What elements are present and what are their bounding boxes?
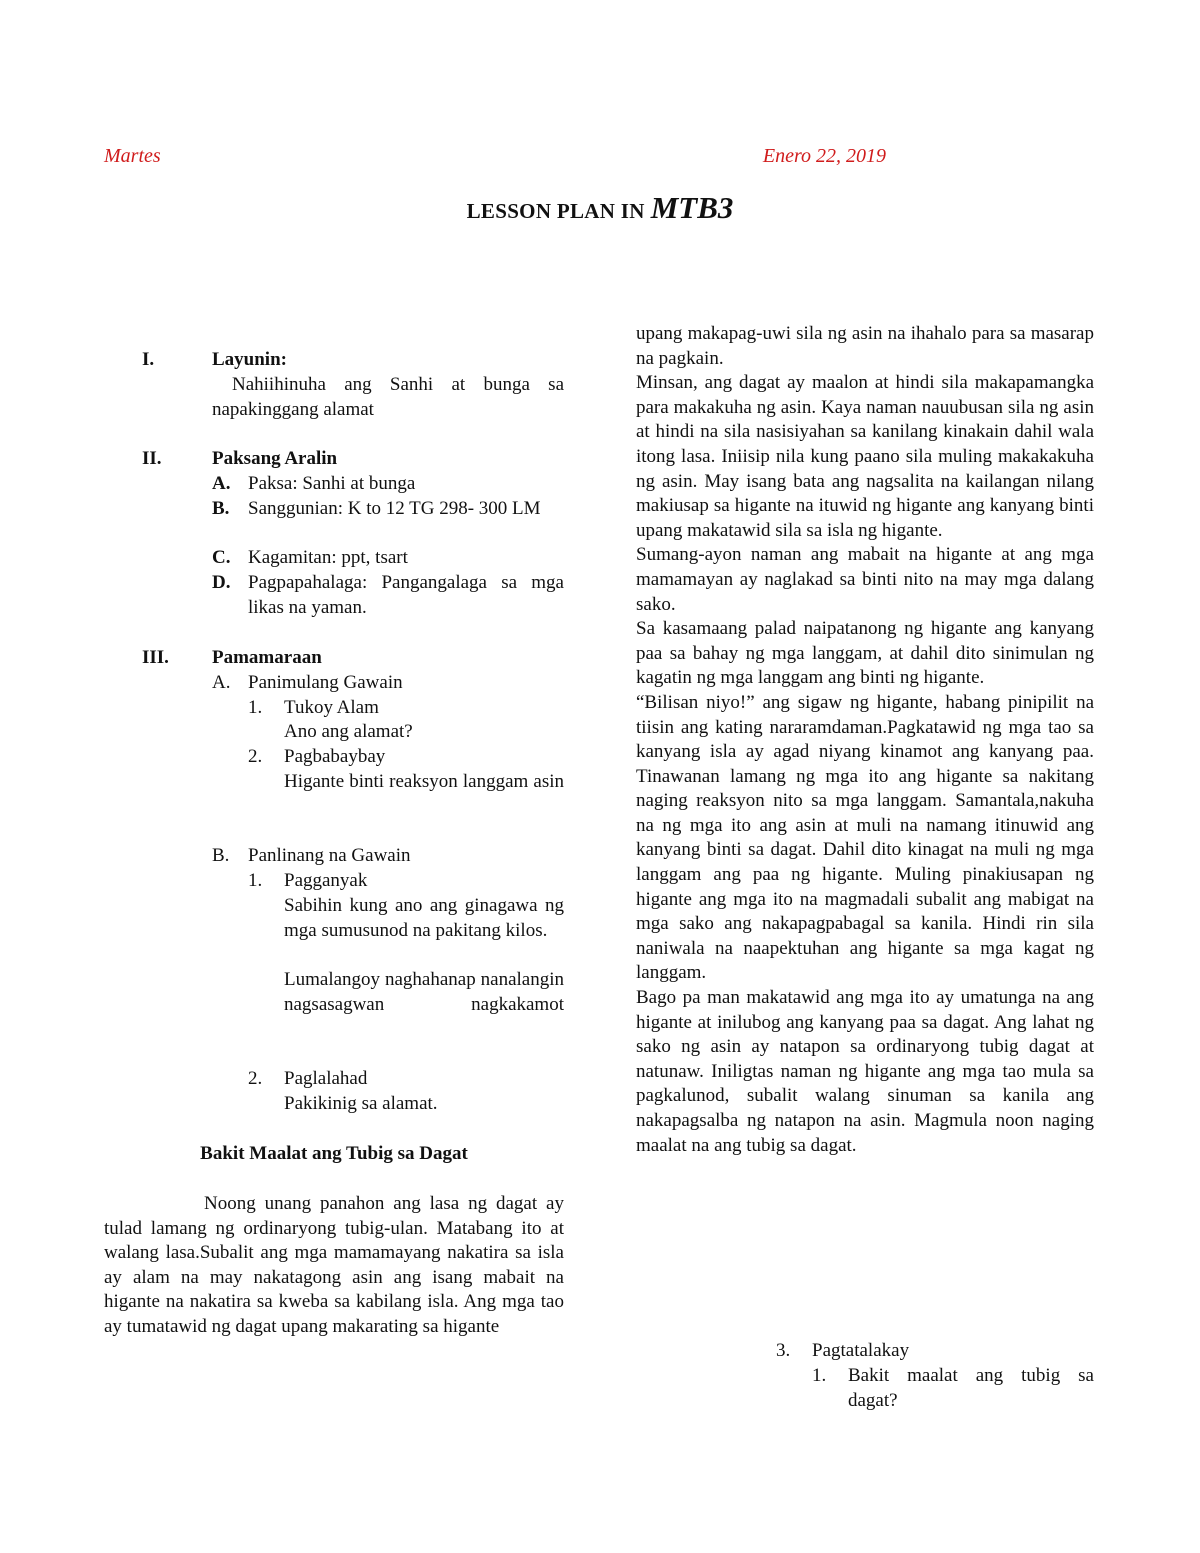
step-b1-sub: Sabihin kung ano ang ginagawa ng mga sumusunod na pakitang kilos. — [284, 895, 564, 941]
item-b-label: B. — [212, 498, 230, 519]
step-a-text: Panimulang Gawain — [248, 672, 403, 693]
story-paragraph: upang makapag-uwi sila ng asin na ihahalo para sa masarap na pagkain. — [636, 323, 1094, 369]
question-1-text: Bakit maalat ang tubig sa dagat? — [848, 1365, 1094, 1411]
story-paragraph: Sa kasamaang palad naipatanong ng higante ang kanyang paa sa bahay ng mga langgam, at dahil dito sinimulan ng kagatin ng mga langgam ang binti ng higante. — [636, 618, 1094, 689]
item-c-text: Kagamitan: ppt, tsart — [248, 547, 408, 568]
question-1-num: 1. — [812, 1365, 827, 1386]
item-b-text: Sanggunian: K to 12 TG 298- 300 LM — [248, 498, 541, 519]
item-a-text: Paksa: Sanhi at bunga — [248, 473, 416, 494]
date-label: Enero 22, 2019 — [762, 145, 886, 167]
step-a2-title: Pagbabaybay — [284, 746, 386, 767]
section-2-numeral: II. — [142, 448, 162, 469]
day-label: Martes — [104, 145, 161, 167]
story-paragraph: Minsan, ang dagat ay maalon at hindi sila makapamangka para makakuha ng asin. Kaya naman nauubusan sila ng asin at hindi na sila nasisiyahan sa kanilang kinakain dahil wala itong lasa. Iniisip nila kung paano sila muling makakakuha ng asin. May isang bata ang nagsalita na kailangan nilang makiusap sa higante na ituwid ng higante ang kanyang binti upang makatawid sila sa isla ng higante. — [636, 372, 1094, 541]
step-b1-num: 1. — [248, 870, 263, 891]
step-a1-sub: Ano ang alamat? — [284, 721, 413, 742]
step-b-text: Panlinang na Gawain — [248, 845, 411, 866]
step-a-label: A. — [212, 672, 231, 693]
step-a2-words: Higante binti reaksyon langgam asin — [284, 771, 564, 792]
section-1-text: Nahiihinuha ang Sanhi at bunga sa napakinggang alamat — [212, 374, 564, 420]
story-left-text: Noong unang panahon ang lasa ng dagat ay tulad lamang ng ordinaryong tubig-ulan. Matabang ito at walang lasa.Subalit ang mga mamamayang nakatira sa isla ay alam na may nakatagong asin ang isang mabait na higante na nakatira sa kweba sa kabilang isla. Ang mga tao ay tumatawid ng dagat upang makarating sa higante — [104, 1193, 564, 1337]
step-b2-sub: Pakikinig sa alamat. — [284, 1093, 438, 1114]
item-d-text: Pagpapahalaga: Pangangalaga sa mga likas na yaman. — [248, 572, 564, 618]
story-right-column — [636, 322, 1094, 1158]
item-c-label: C. — [212, 547, 231, 568]
title-prefix: LESSON PLAN IN — [466, 199, 645, 223]
section-3-heading: Pamamaraan — [212, 647, 322, 668]
section-1-heading: Layunin: — [212, 349, 287, 370]
item-d-label: D. — [212, 572, 231, 593]
story-paragraph: Bago pa man makatawid ang mga ito ay umatunga na ang higante at inilubog ang kanyang paa sa dagat. Ang lahat ng sako ng asin ay natapon sa ordinaryong tubig dagat at natunaw. Iniligtas naman ng higante ang mga tao mula sa pagkalunod, subalit walang sinuman sa kanila ang nakapagsalba ng natapon na asin. Magmula noon naging maalat na ang tubig sa dagat. — [636, 987, 1094, 1156]
section-1-numeral: I. — [142, 349, 155, 370]
section-3-numeral: III. — [142, 647, 169, 668]
story-paragraph: “Bilisan niyo!” ang sigaw ng higante, habang pinipilit na tiisin ang kating nararamdaman.Pagkatawid ng mga tao sa kanyang isla ay agad niyang kinamot ang kanyang paa. Tinawanan lamang ng mga ito ang higante sa nakitang naging reaksyon nito sa mga langgam. Samantala,nakuha na ng mga ito ang asin at muli na namang itinuwid ang kanyang binti sa dagat. Dahil dito kinagat na muli ng mga langgam ang paa ng higante. Muling pinakiusapan ng higante ang mga ito na magmadali subalit ang mabigat na mga sako ang nakapagpabagal sa kanila. Hindi rin sila naniwala na naapektuhan ang higante sa mga kagat ng langgam. — [636, 691, 1094, 984]
step-a1-num: 1. — [248, 697, 263, 718]
step-b1-words: Lumalangoy naghahanap nanalangin nagsasagwan nagkakamot — [284, 969, 564, 1015]
discussion-num: 3. — [776, 1340, 791, 1361]
step-b2-title: Paglalahad — [284, 1068, 368, 1089]
item-a-label: A. — [212, 473, 231, 494]
discussion-title: Pagtatalakay — [812, 1340, 910, 1361]
step-a2-num: 2. — [248, 746, 263, 767]
section-2-heading: Paksang Aralin — [212, 448, 338, 469]
title-subject: MTB3 — [650, 190, 734, 225]
step-a1-title: Tukoy Alam — [284, 697, 379, 718]
step-b2-num: 2. — [248, 1068, 263, 1089]
story-paragraph: Sumang-ayon naman ang mabait na higante at ang mga mamamayan ay naglakad sa binti nito na may mga dalang sako. — [636, 544, 1094, 615]
step-b-label: B. — [212, 845, 230, 866]
page-title — [0, 190, 1200, 226]
story-title: Bakit Maalat ang Tubig sa Dagat — [200, 1143, 468, 1164]
step-b1-title: Pagganyak — [284, 870, 368, 891]
